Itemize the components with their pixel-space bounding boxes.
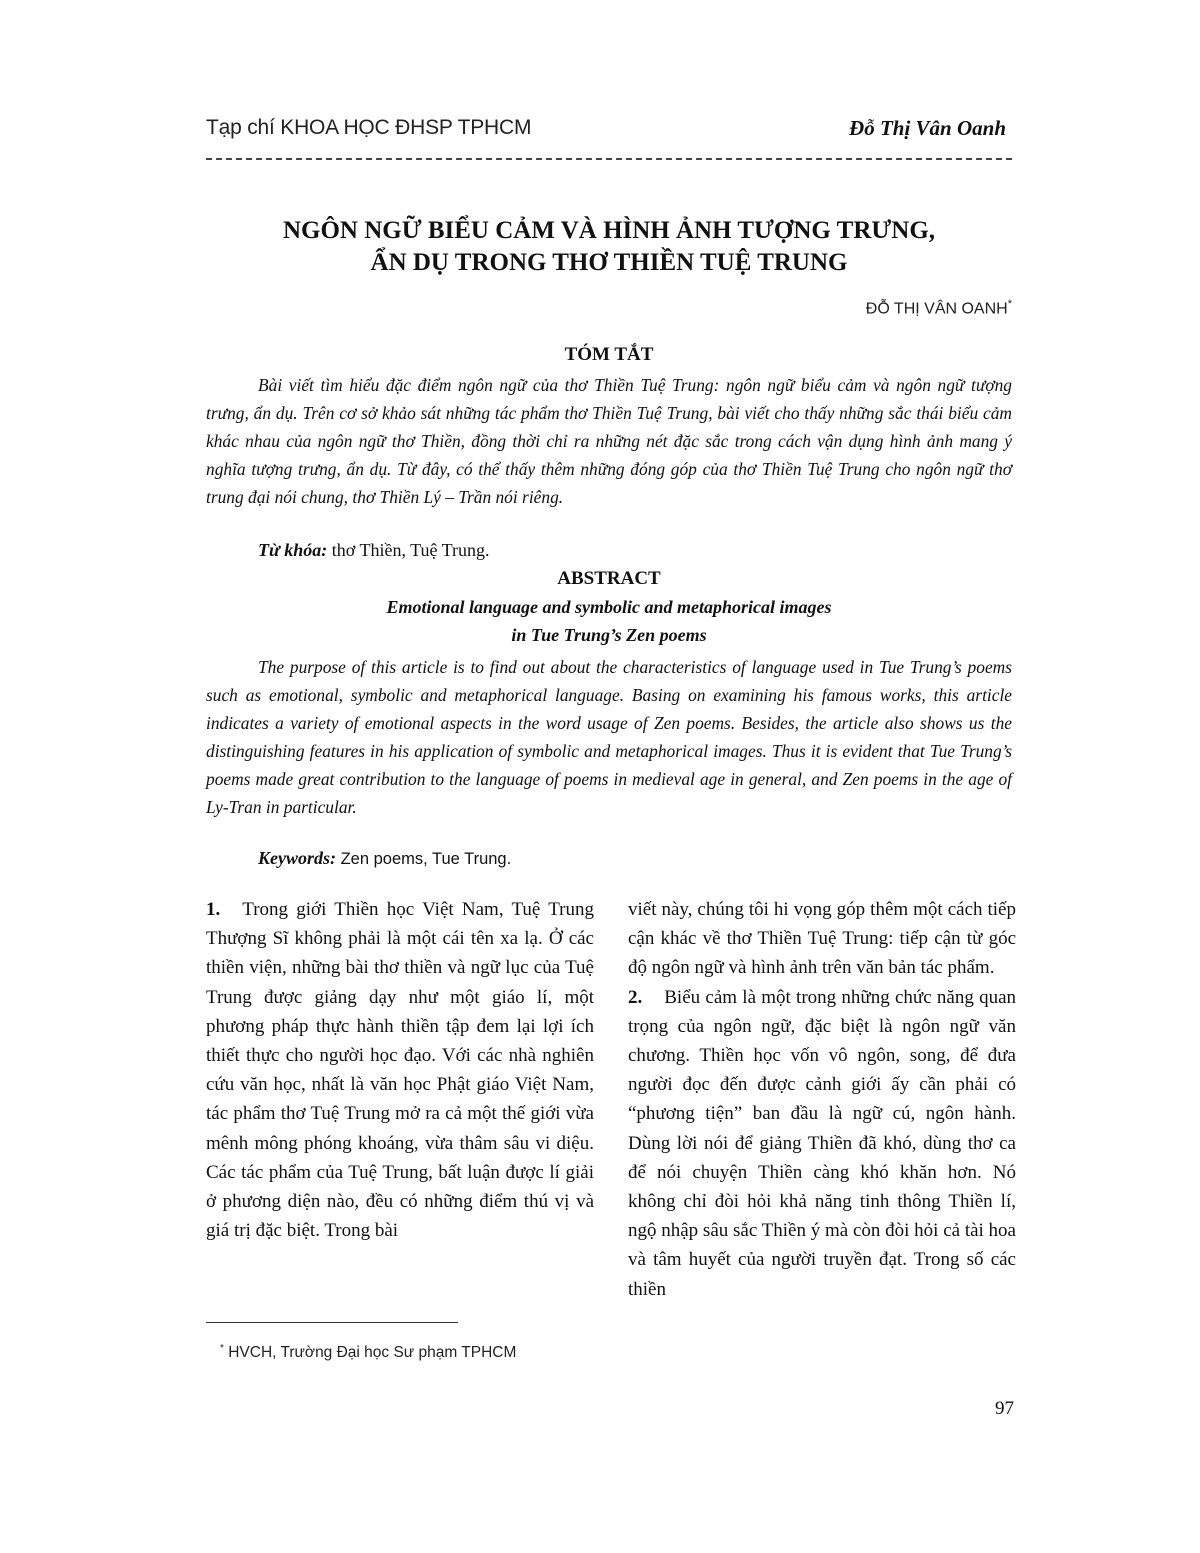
page-number: 97 [995, 1398, 1014, 1419]
paragraph-2 [628, 983, 1016, 1304]
vn-keywords [258, 540, 490, 561]
vn-keywords-value: thơ Thiền, Tuệ Trung. [331, 540, 490, 560]
author-name: ĐỖ THỊ VÂN OANH [865, 300, 1008, 318]
footnote-divider [206, 1322, 458, 1323]
vn-abstract-heading: TÓM TẮT [564, 344, 654, 365]
author-byline [866, 298, 1012, 318]
footnote-marker: * [220, 1343, 224, 1354]
journal-name: Tạp chí KHOA HỌC ĐHSP TPHCM [206, 116, 532, 139]
title-line-1: NGÔN NGỮ BIỂU CẢM VÀ HÌNH ẢNH TƯỢNG TRƯNG, [282, 217, 936, 244]
en-keywords-value: Zen poems, Tue Trung. [340, 850, 512, 868]
author-footnote-marker: * [1007, 298, 1012, 310]
en-keywords [258, 848, 511, 869]
paragraph-2-text: Biểu cảm là một trong những chức năng quan trọng của ngôn ngữ, đặc biệt là ngôn ngữ văn chương. Thiền học vốn vô ngôn, song, để đưa người đọc đến được cảnh giới ấy cần phải có “phương tiện” ban đầu là ngữ cú, ngôn hành. Dùng lời nói để giảng Thiền đã khó, dùng thơ ca để nói chuyện Thiền càng khó khăn hơn. Nó không chỉ đòi hỏi khả năng tinh thông Thiền lí, ngộ nhập sâu sắc Thiền ý mà còn đòi hỏi cả tài hoa và tâm huyết của người truyền đạt. Trong số các thiền [628, 986, 1016, 1300]
paragraph-1-continued: viết này, chúng tôi hi vọng góp thêm một cách tiếp cận khác về thơ Thiền Tuệ Trung: tiếp cận từ góc độ ngôn ngữ và hình ảnh trên văn bản tác phẩm. [628, 899, 1016, 979]
section-number-1: 1. [206, 899, 221, 920]
vn-keywords-label: Từ khóa: [258, 540, 328, 560]
vn-abstract-text: Bài viết tìm hiểu đặc điểm ngôn ngữ của thơ Thiền Tuệ Trung: ngôn ngữ biểu cảm và ngôn ngữ tượng trưng, ẩn dụ. Trên cơ sở khảo sát những tác phẩm thơ Thiền Tuệ Trung, bài viết cho thấy những sắc thái biểu cảm khác nhau của ngôn ngữ thơ Thiền, đồng thời chỉ ra những nét đặc sắc trong cách vận dụng hình ảnh mang ý nghĩa tượng trưng, ẩn dụ. Từ đây, có thể thấy thêm những đóng góp của thơ Thiền Tuệ Trung cho ngôn ngữ thơ trung đại nói chung, thơ Thiền Lý – Trần nói riêng. [206, 375, 1012, 507]
footnote-text: HVCH, Trường Đại học Sư phạm TPHCM [228, 1344, 517, 1362]
en-keywords-label: Keywords: [258, 848, 336, 868]
en-title-line-2: in Tue Trung’s Zen poems [511, 625, 707, 645]
en-title-line-1: Emotional language and symbolic and metaphorical images [386, 597, 832, 617]
paragraph-1: Trong giới Thiền học Việt Nam, Tuệ Trung Thượng Sĩ không phải là một cái tên xa lạ. Ở các thiền viện, những bài thơ thiền và ngữ lục của Tuệ Trung được giảng dạy như một giáo lí, một phương pháp thực hành thiền tập đem lại lợi ích thiết thực cho người học đạo. Với các nhà nghiên cứu văn học, nhất là văn học Phật giáo Việt Nam, tác phẩm thơ Tuệ Trung mở ra cả một thế giới vừa mênh mông phóng khoáng, vừa thâm sâu vi diệu. Các tác phẩm của Tuệ Trung, bất luận được lí giải ở phương diện nào, đều có những điểm thú vị và giá trị đặc biệt. Trong bài [206, 899, 594, 1242]
en-abstract-text: The purpose of this article is to find out about the characteristics of language used in Tue Trung’s poems such as emotional, symbolic and metaphorical language. Basing on examining his famous works, this article indicates a variety of emotional aspects in the word usage of Zen poems. Besides, the article also shows us the distinguishing features in his application of symbolic and metaphorical images. Thus it is evident that Tue Trung’s poems made great contribution to the language of poems in medieval age in general, and Zen poems in the age of Ly-Tran in particular. [206, 657, 1012, 817]
running-header [206, 116, 1006, 146]
article-title [206, 215, 1012, 279]
en-abstract-heading: ABSTRACT [557, 568, 661, 589]
header-divider [206, 158, 1012, 160]
body-column-left [206, 895, 594, 1245]
footnote [220, 1343, 516, 1362]
title-line-2: ẨN DỤ TRONG THƠ THIỀN TUỆ TRUNG [370, 249, 848, 276]
body-column-right [628, 895, 1016, 1304]
running-author: Đỗ Thị Vân Oanh [849, 116, 1006, 140]
section-number-2: 2. [628, 986, 643, 1008]
